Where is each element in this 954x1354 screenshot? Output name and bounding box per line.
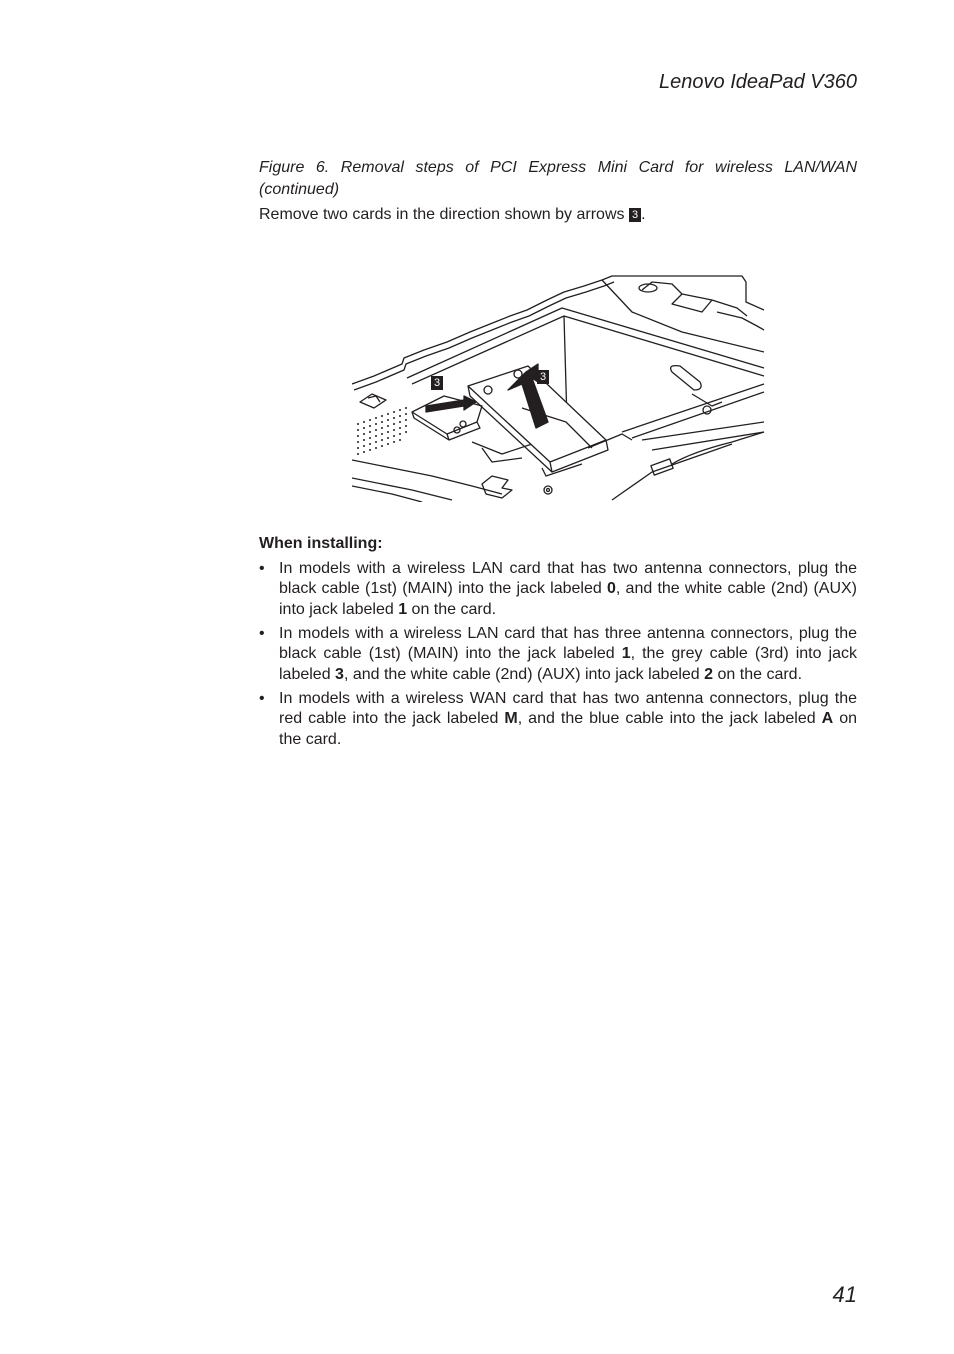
list-item <box>259 559 857 621</box>
item-text: , and the white cable (2nd) (AUX) into jack labeled <box>343 665 705 683</box>
item-text: , and the blue cable into the jack labeled <box>517 710 822 727</box>
jack-label: M <box>504 710 518 727</box>
item-text: on the card. <box>713 665 803 683</box>
jack-label: 2 <box>704 665 714 683</box>
installing-list <box>259 559 857 751</box>
item-text: on the card. <box>279 710 858 748</box>
jack-label: 1 <box>398 600 408 618</box>
running-header: Lenovo IdeaPad V360 <box>659 71 857 93</box>
item-text: , and the white cable (2nd) (AUX) into jack labeled <box>279 580 857 618</box>
instruction-label: Remove two cards in the direction shown by arrows <box>259 206 625 223</box>
figure-caption: Figure 6. Removal steps of PCI Express Mini Card for wireless LAN/WAN (continued) <box>259 159 857 198</box>
callout-label-left: 3 <box>431 376 443 390</box>
callout-label-right: 3 <box>537 370 549 384</box>
bullet-marker: • <box>259 689 265 707</box>
instruction-end: . <box>641 206 646 223</box>
item-text: In models with a wireless LAN card that has two antenna connectors, plug the black cable (1st) (MAIN) into the jack labeled <box>279 559 857 597</box>
item-text: on the card. <box>407 600 497 618</box>
figure-illustration <box>352 272 766 502</box>
bullet-marker: • <box>259 559 265 577</box>
list-item <box>259 624 857 686</box>
jack-label: 1 <box>621 645 631 662</box>
list-item <box>259 689 857 751</box>
page-number: 41 <box>832 1282 857 1307</box>
jack-label: A <box>821 710 834 727</box>
instruction-text <box>259 204 646 226</box>
step-badge: 3 <box>629 208 641 222</box>
item-text: In models with a wireless WAN card that has two antenna connectors, plug the red cable into the jack labeled <box>279 689 857 727</box>
bullet-marker: • <box>259 624 265 642</box>
jack-label: 0 <box>606 580 616 597</box>
item-text: , the grey cable (3rd) into jack labeled <box>279 645 857 683</box>
installing-section <box>259 534 857 754</box>
item-text: In models with a wireless LAN card that has three antenna connectors, plug the black cable (1st) (MAIN) into the jack labeled <box>279 624 857 662</box>
jack-label: 3 <box>335 665 344 683</box>
installing-heading: When installing: <box>259 535 383 552</box>
